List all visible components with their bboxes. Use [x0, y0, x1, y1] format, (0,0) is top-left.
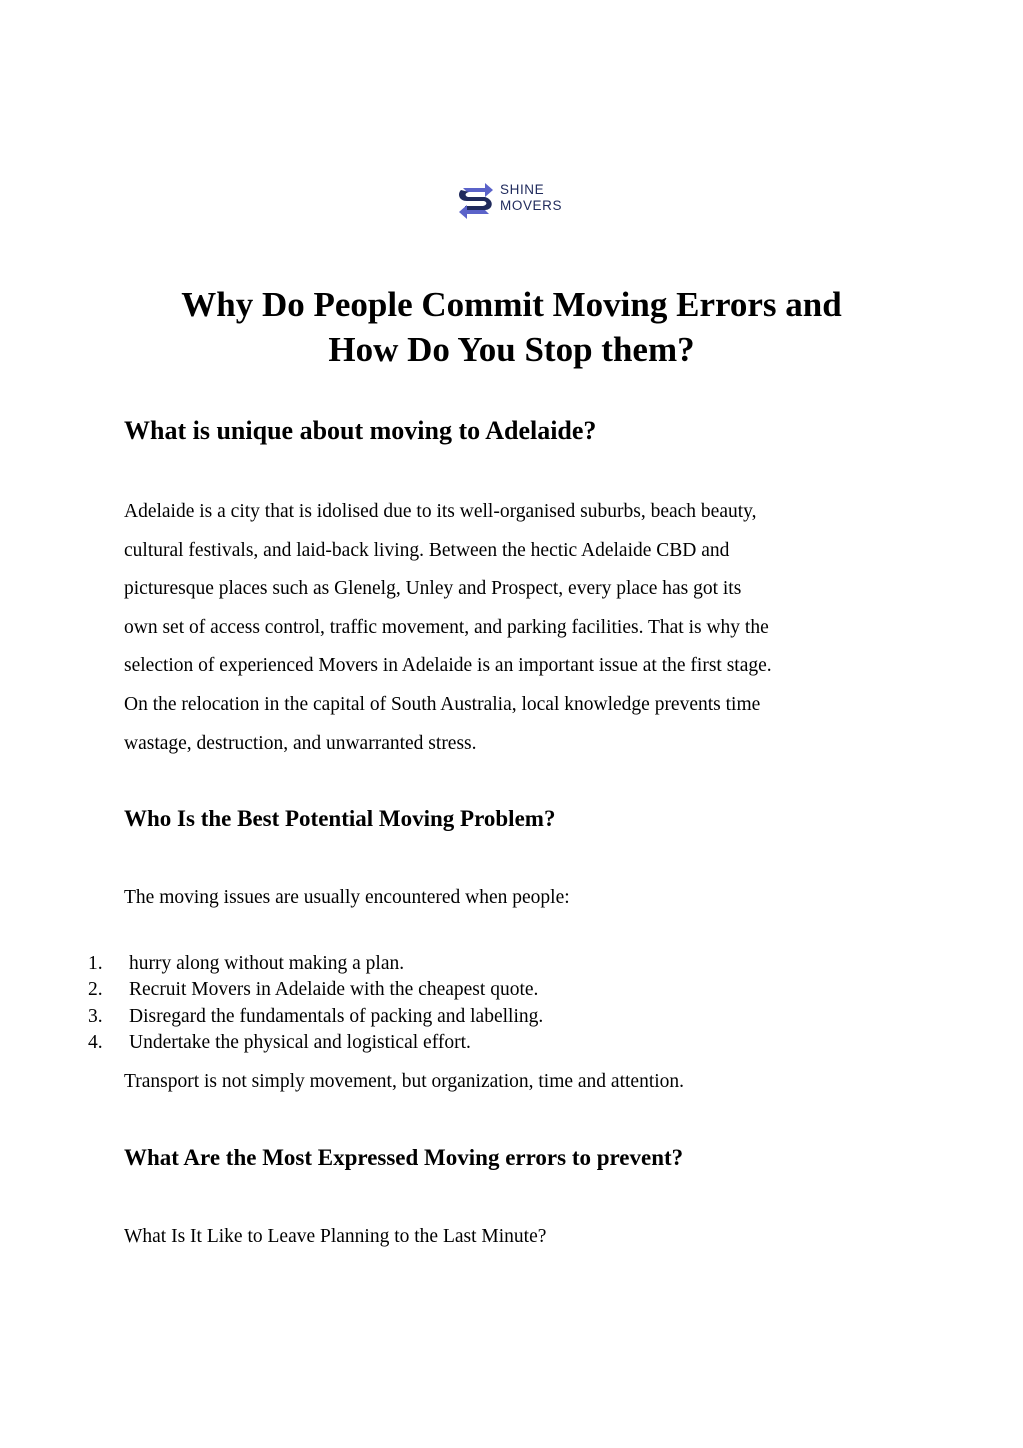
list-item-number: 1.: [88, 953, 103, 974]
paragraph-line: selection of experienced Movers in Adelaide is an important issue at the first stage.: [124, 655, 772, 677]
paragraph-line: wastage, destruction, and unwarranted stress.: [124, 732, 477, 754]
paragraph-line: Adelaide is a city that is idolised due to its well-organised suburbs, beach beauty,: [124, 501, 757, 522]
list-item: [88, 1004, 543, 1030]
transport-statement: Transport is not simply movement, but organization, time and attention.: [124, 1071, 685, 1092]
company-logo: [455, 180, 575, 222]
list-item-number: 3.: [88, 1005, 103, 1027]
section-heading-moving-errors: What Are the Most Expressed Moving errors to prevent?: [124, 1145, 684, 1170]
list-item-text: Undertake the physical and logistical effort.: [129, 1031, 471, 1053]
document-title: [0, 282, 1023, 372]
paragraph-line: own set of access control, traffic movement, and parking facilities. That is why the: [124, 616, 769, 638]
adelaide-paragraph: [124, 493, 914, 763]
moving-issues-list: [88, 951, 543, 1056]
list-item-text: hurry along without making a plan.: [129, 953, 405, 974]
list-item-number: 2.: [88, 979, 103, 1001]
paragraph-line: cultural festivals, and laid-back living. Between the hectic Adelaide CBD and: [124, 539, 730, 561]
logo-word-shine: SHINE: [500, 182, 545, 197]
list-item-text: Recruit Movers in Adelaide with the cheapest quote.: [129, 979, 539, 1001]
list-item: [88, 1030, 543, 1056]
list-item-number: 4.: [88, 1031, 103, 1053]
list-item-text: Disregard the fundamentals of packing and labelling.: [129, 1005, 544, 1027]
title-line-2: How Do You Stop them?: [328, 330, 695, 369]
list-item: [88, 977, 543, 1003]
moving-issues-intro: The moving issues are usually encountered when people:: [124, 887, 570, 908]
title-line-1: Why Do People Commit Moving Errors and: [181, 285, 842, 324]
logo-wordmark: [500, 182, 562, 214]
shine-movers-logo-icon: [455, 180, 497, 222]
paragraph-line: On the relocation in the capital of South Australia, local knowledge prevents time: [124, 693, 761, 715]
logo-word-movers: MOVERS: [500, 198, 563, 213]
list-item: [88, 951, 543, 977]
last-minute-planning-question: What Is It Like to Leave Planning to the Last Minute?: [124, 1226, 547, 1247]
paragraph-line: picturesque places such as Glenelg, Unley and Prospect, every place has got its: [124, 578, 742, 600]
section-heading-adelaide: What is unique about moving to Adelaide?: [124, 416, 597, 445]
section-heading-moving-problem: Who Is the Best Potential Moving Problem?: [124, 806, 556, 831]
